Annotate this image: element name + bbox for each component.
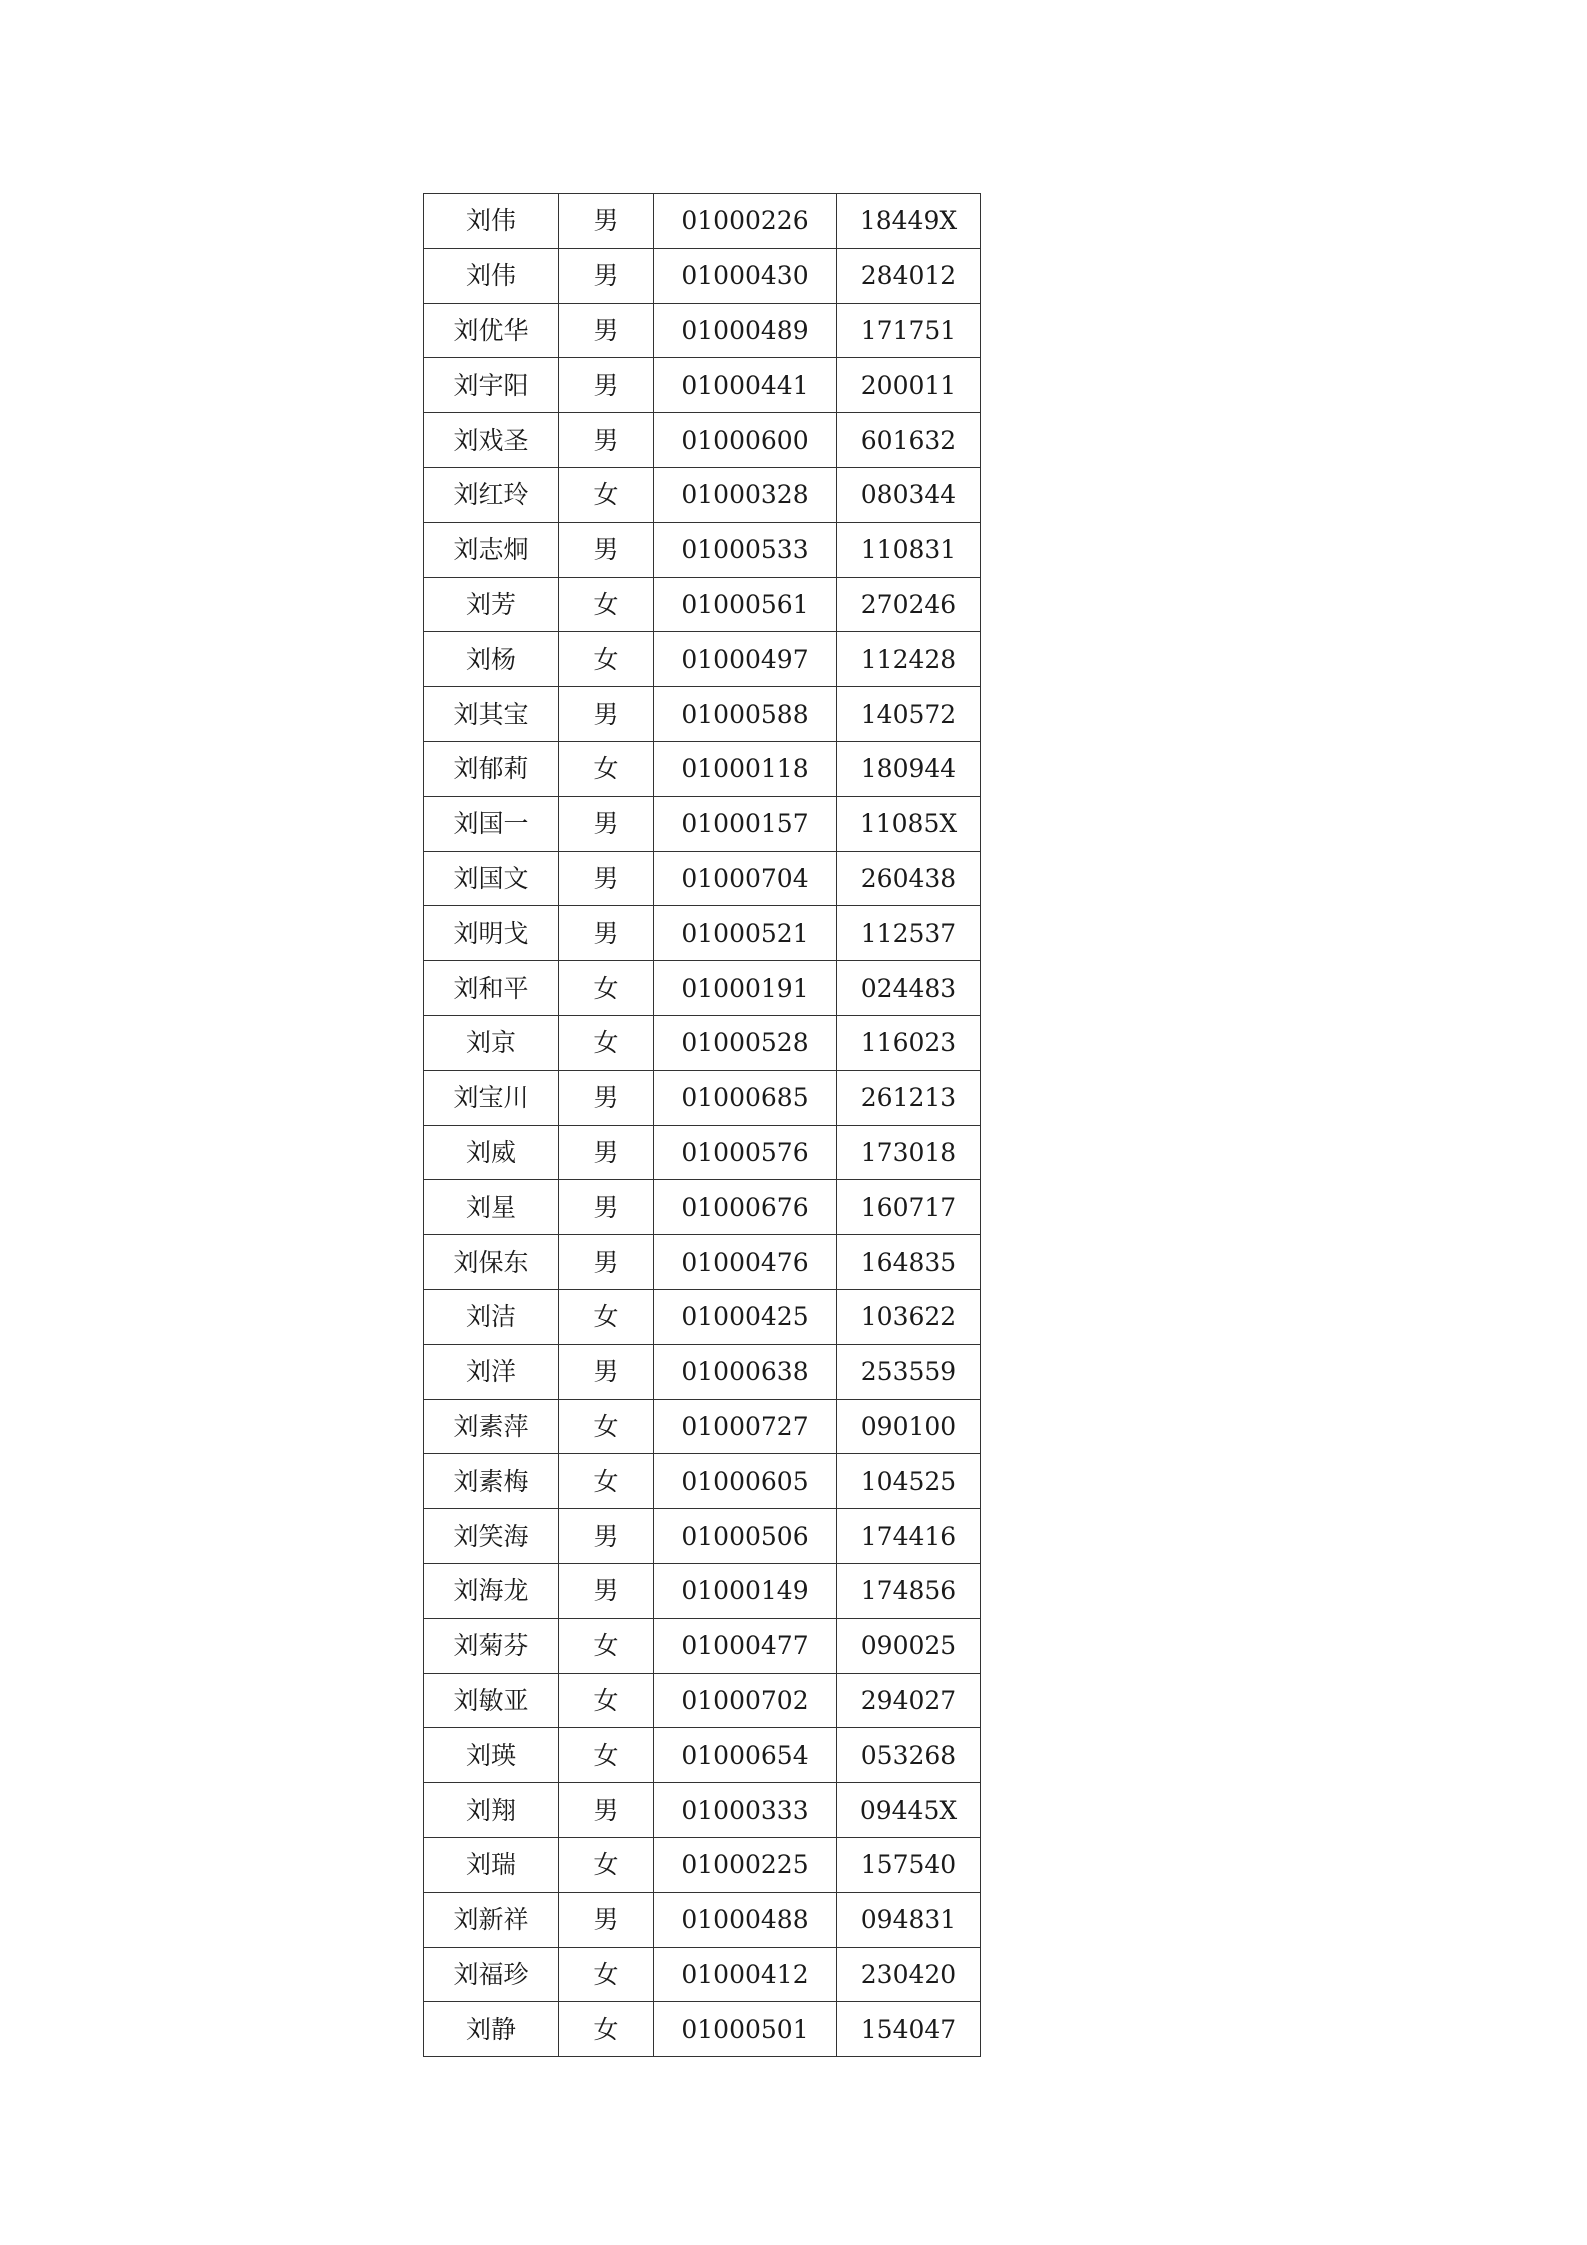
id-suffix-cell: 11085X bbox=[837, 796, 981, 851]
id-number-cell: 01000588 bbox=[654, 687, 837, 742]
id-suffix-cell: 284012 bbox=[837, 248, 981, 303]
sex-cell: 男 bbox=[559, 413, 654, 468]
id-number-cell: 01000118 bbox=[654, 741, 837, 796]
id-number-cell: 01000191 bbox=[654, 961, 837, 1016]
id-number-cell: 01000704 bbox=[654, 851, 837, 906]
id-suffix-cell: 294027 bbox=[837, 1673, 981, 1728]
table-row bbox=[424, 851, 981, 906]
id-number-cell: 01000488 bbox=[654, 1892, 837, 1947]
name-cell: 刘保东 bbox=[424, 1235, 559, 1290]
name-cell: 刘星 bbox=[424, 1180, 559, 1235]
name-cell: 刘志炯 bbox=[424, 522, 559, 577]
sex-cell: 男 bbox=[559, 248, 654, 303]
id-suffix-cell: 261213 bbox=[837, 1070, 981, 1125]
sex-cell: 女 bbox=[559, 1728, 654, 1783]
id-suffix-cell: 112537 bbox=[837, 906, 981, 961]
id-suffix-cell: 103622 bbox=[837, 1289, 981, 1344]
name-cell: 刘伟 bbox=[424, 248, 559, 303]
id-number-cell: 01000702 bbox=[654, 1673, 837, 1728]
sex-cell: 女 bbox=[559, 1015, 654, 1070]
table-row bbox=[424, 687, 981, 742]
id-suffix-cell: 140572 bbox=[837, 687, 981, 742]
sex-cell: 男 bbox=[559, 1125, 654, 1180]
name-cell: 刘瑞 bbox=[424, 1837, 559, 1892]
id-suffix-cell: 116023 bbox=[837, 1015, 981, 1070]
name-cell: 刘和平 bbox=[424, 961, 559, 1016]
table-row bbox=[424, 1180, 981, 1235]
sex-cell: 男 bbox=[559, 1070, 654, 1125]
id-suffix-cell: 174856 bbox=[837, 1563, 981, 1618]
sex-cell: 女 bbox=[559, 632, 654, 687]
name-cell: 刘洁 bbox=[424, 1289, 559, 1344]
sex-cell: 男 bbox=[559, 1235, 654, 1290]
id-number-cell: 01000430 bbox=[654, 248, 837, 303]
id-suffix-cell: 154047 bbox=[837, 2002, 981, 2057]
sex-cell: 女 bbox=[559, 1454, 654, 1509]
id-number-cell: 01000727 bbox=[654, 1399, 837, 1454]
id-suffix-cell: 09445X bbox=[837, 1783, 981, 1838]
name-cell: 刘明戈 bbox=[424, 906, 559, 961]
sex-cell: 男 bbox=[559, 1344, 654, 1399]
table-row bbox=[424, 194, 981, 249]
table-row bbox=[424, 1235, 981, 1290]
sex-cell: 女 bbox=[559, 961, 654, 1016]
name-cell: 刘伟 bbox=[424, 194, 559, 249]
sex-cell: 男 bbox=[559, 522, 654, 577]
id-number-cell: 01000328 bbox=[654, 467, 837, 522]
table-row bbox=[424, 1728, 981, 1783]
id-number-cell: 01000441 bbox=[654, 358, 837, 413]
sex-cell: 男 bbox=[559, 1563, 654, 1618]
id-number-cell: 01000425 bbox=[654, 1289, 837, 1344]
sex-cell: 男 bbox=[559, 851, 654, 906]
table-row bbox=[424, 1289, 981, 1344]
sex-cell: 女 bbox=[559, 741, 654, 796]
table-row bbox=[424, 413, 981, 468]
name-cell: 刘郁莉 bbox=[424, 741, 559, 796]
sex-cell: 男 bbox=[559, 1892, 654, 1947]
table-row bbox=[424, 1125, 981, 1180]
id-number-cell: 01000225 bbox=[654, 1837, 837, 1892]
id-number-cell: 01000157 bbox=[654, 796, 837, 851]
name-cell: 刘新祥 bbox=[424, 1892, 559, 1947]
id-number-cell: 01000506 bbox=[654, 1509, 837, 1564]
id-number-cell: 01000333 bbox=[654, 1783, 837, 1838]
id-number-cell: 01000412 bbox=[654, 1947, 837, 2002]
table-row bbox=[424, 467, 981, 522]
id-suffix-cell: 230420 bbox=[837, 1947, 981, 2002]
id-number-cell: 01000528 bbox=[654, 1015, 837, 1070]
id-suffix-cell: 160717 bbox=[837, 1180, 981, 1235]
id-number-cell: 01000497 bbox=[654, 632, 837, 687]
sex-cell: 女 bbox=[559, 577, 654, 632]
id-suffix-cell: 090025 bbox=[837, 1618, 981, 1673]
sex-cell: 女 bbox=[559, 1618, 654, 1673]
sex-cell: 男 bbox=[559, 687, 654, 742]
id-suffix-cell: 601632 bbox=[837, 413, 981, 468]
table-row bbox=[424, 1070, 981, 1125]
id-number-cell: 01000501 bbox=[654, 2002, 837, 2057]
id-suffix-cell: 080344 bbox=[837, 467, 981, 522]
table-row bbox=[424, 1837, 981, 1892]
id-number-cell: 01000676 bbox=[654, 1180, 837, 1235]
table-row bbox=[424, 1399, 981, 1454]
id-number-cell: 01000489 bbox=[654, 303, 837, 358]
sex-cell: 女 bbox=[559, 1289, 654, 1344]
name-cell: 刘杨 bbox=[424, 632, 559, 687]
name-cell: 刘京 bbox=[424, 1015, 559, 1070]
name-cell: 刘翔 bbox=[424, 1783, 559, 1838]
table-row bbox=[424, 2002, 981, 2057]
name-cell: 刘敏亚 bbox=[424, 1673, 559, 1728]
sex-cell: 男 bbox=[559, 194, 654, 249]
table-row bbox=[424, 796, 981, 851]
id-number-cell: 01000533 bbox=[654, 522, 837, 577]
table-row bbox=[424, 358, 981, 413]
id-number-cell: 01000654 bbox=[654, 1728, 837, 1783]
sex-cell: 男 bbox=[559, 1180, 654, 1235]
name-cell: 刘宇阳 bbox=[424, 358, 559, 413]
id-suffix-cell: 260438 bbox=[837, 851, 981, 906]
table-row bbox=[424, 1344, 981, 1399]
name-cell: 刘静 bbox=[424, 2002, 559, 2057]
id-suffix-cell: 18449X bbox=[837, 194, 981, 249]
table-row bbox=[424, 961, 981, 1016]
name-cell: 刘洋 bbox=[424, 1344, 559, 1399]
name-cell: 刘芳 bbox=[424, 577, 559, 632]
id-number-cell: 01000600 bbox=[654, 413, 837, 468]
id-number-cell: 01000149 bbox=[654, 1563, 837, 1618]
table-row bbox=[424, 1618, 981, 1673]
name-cell: 刘国文 bbox=[424, 851, 559, 906]
id-number-cell: 01000638 bbox=[654, 1344, 837, 1399]
table-row bbox=[424, 303, 981, 358]
name-cell: 刘瑛 bbox=[424, 1728, 559, 1783]
id-number-cell: 01000605 bbox=[654, 1454, 837, 1509]
sex-cell: 男 bbox=[559, 303, 654, 358]
id-suffix-cell: 174416 bbox=[837, 1509, 981, 1564]
id-suffix-cell: 171751 bbox=[837, 303, 981, 358]
sex-cell: 女 bbox=[559, 467, 654, 522]
id-suffix-cell: 200011 bbox=[837, 358, 981, 413]
table-row bbox=[424, 522, 981, 577]
table-row bbox=[424, 741, 981, 796]
id-number-cell: 01000561 bbox=[654, 577, 837, 632]
id-suffix-cell: 173018 bbox=[837, 1125, 981, 1180]
id-suffix-cell: 110831 bbox=[837, 522, 981, 577]
sex-cell: 男 bbox=[559, 1783, 654, 1838]
id-suffix-cell: 090100 bbox=[837, 1399, 981, 1454]
id-suffix-cell: 024483 bbox=[837, 961, 981, 1016]
table-row bbox=[424, 632, 981, 687]
name-cell: 刘国一 bbox=[424, 796, 559, 851]
id-suffix-cell: 094831 bbox=[837, 1892, 981, 1947]
name-cell: 刘宝川 bbox=[424, 1070, 559, 1125]
name-cell: 刘戏圣 bbox=[424, 413, 559, 468]
sex-cell: 男 bbox=[559, 358, 654, 413]
sex-cell: 女 bbox=[559, 1947, 654, 2002]
id-number-cell: 01000226 bbox=[654, 194, 837, 249]
name-cell: 刘素萍 bbox=[424, 1399, 559, 1454]
name-cell: 刘菊芬 bbox=[424, 1618, 559, 1673]
id-suffix-cell: 270246 bbox=[837, 577, 981, 632]
id-suffix-cell: 180944 bbox=[837, 741, 981, 796]
id-suffix-cell: 157540 bbox=[837, 1837, 981, 1892]
table-row bbox=[424, 1015, 981, 1070]
table-row bbox=[424, 1892, 981, 1947]
id-number-cell: 01000685 bbox=[654, 1070, 837, 1125]
table-row bbox=[424, 577, 981, 632]
sex-cell: 男 bbox=[559, 796, 654, 851]
id-number-cell: 01000576 bbox=[654, 1125, 837, 1180]
id-number-cell: 01000477 bbox=[654, 1618, 837, 1673]
name-cell: 刘红玲 bbox=[424, 467, 559, 522]
sex-cell: 女 bbox=[559, 2002, 654, 2057]
table-row bbox=[424, 906, 981, 961]
roster-table-body bbox=[424, 194, 981, 2057]
id-suffix-cell: 053268 bbox=[837, 1728, 981, 1783]
name-cell: 刘福珍 bbox=[424, 1947, 559, 2002]
id-suffix-cell: 164835 bbox=[837, 1235, 981, 1290]
name-cell: 刘优华 bbox=[424, 303, 559, 358]
id-number-cell: 01000521 bbox=[654, 906, 837, 961]
name-cell: 刘海龙 bbox=[424, 1563, 559, 1618]
table-row bbox=[424, 1454, 981, 1509]
table-row bbox=[424, 1783, 981, 1838]
sex-cell: 女 bbox=[559, 1837, 654, 1892]
sex-cell: 男 bbox=[559, 1509, 654, 1564]
table-row bbox=[424, 1947, 981, 2002]
id-number-cell: 01000476 bbox=[654, 1235, 837, 1290]
table-row bbox=[424, 1563, 981, 1618]
sex-cell: 女 bbox=[559, 1673, 654, 1728]
sex-cell: 男 bbox=[559, 906, 654, 961]
table-row bbox=[424, 248, 981, 303]
roster-table bbox=[423, 193, 981, 2057]
name-cell: 刘素梅 bbox=[424, 1454, 559, 1509]
sex-cell: 女 bbox=[559, 1399, 654, 1454]
name-cell: 刘其宝 bbox=[424, 687, 559, 742]
id-suffix-cell: 112428 bbox=[837, 632, 981, 687]
table-row bbox=[424, 1673, 981, 1728]
table-row bbox=[424, 1509, 981, 1564]
id-suffix-cell: 253559 bbox=[837, 1344, 981, 1399]
id-suffix-cell: 104525 bbox=[837, 1454, 981, 1509]
name-cell: 刘威 bbox=[424, 1125, 559, 1180]
name-cell: 刘笑海 bbox=[424, 1509, 559, 1564]
